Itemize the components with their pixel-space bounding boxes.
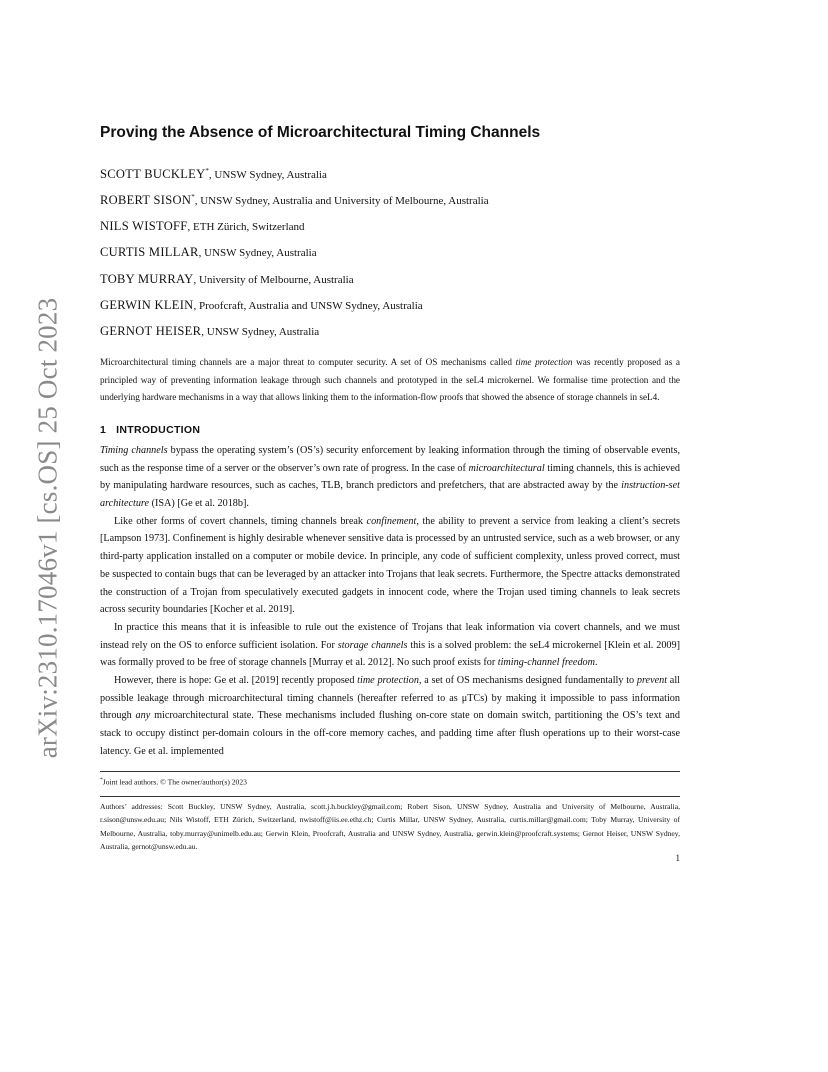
paragraph (100, 442, 680, 513)
text: this is a solved problem: the seL4 microkernel [Klein et al. 2009] was formally proved to be free of storage channels [Murray et al. 2012]. No such proof exists for (100, 639, 681, 669)
footnote-mark: * (100, 776, 103, 783)
abstract (100, 354, 680, 407)
abstract-emphasis: time protection (515, 357, 573, 368)
author-line (100, 212, 680, 238)
paper-title: Proving the Absence of Microarchitectural Timing Channels (100, 124, 541, 141)
emphasis: microarchitectural (468, 462, 545, 474)
emphasis: any (135, 710, 151, 722)
text: bypass the operating system’s (OS’s) security enforcement by leaking information through the timing of observable events, such as the response time of a server or the observer’s own rate of progress. In the case of (100, 444, 680, 474)
text: , the ability to prevent a service from leaking a client’s secrets [Lampson 1973]. Confinement is highly desirable whenever sensitive data is processed by an untrusted service, such as a web browser, or any third-party application installed on a computer or mobile device. In principle, any code of sufficient complexity, unless proved correct, must be suspected to contain bugs that can be leveraged by an attacker into Trojans that leak secrets. Furthermore, the Spectre attacks demonstrated the construction of a Trojan from speculatively executed gadgets in innocent code, where the Trojan used timing channels to leak secrets across security boundaries [Kocher et al. 2019]. (100, 515, 680, 616)
emphasis: Timing channels (100, 444, 168, 456)
author-name: CURTIS MILLAR (100, 245, 199, 260)
footnote-text: Joint lead authors. © The owner/author(s) 2023 (102, 777, 247, 787)
author-affiliation: , UNSW Sydney, Australia (198, 247, 317, 260)
section-title: INTRODUCTION (116, 423, 201, 436)
author-affiliation: , UNSW Sydney, Australia and University of Melbourne, Australia (194, 195, 489, 208)
emphasis: timing-channel freedom (497, 657, 595, 669)
author-line (100, 265, 680, 291)
text: all possible leakage through microarchitectural timing channels (hereafter referred to as μTCs) by making it impossible to pass information through (100, 675, 680, 722)
author-affiliation: , Proofcraft, Australia and UNSW Sydney, Australia (193, 299, 423, 312)
text: However, there is hope: Ge et al. [2019] recently proposed (114, 675, 358, 687)
text: In practice this means that it is infeasible to rule out the existence of Trojans that leak information via covert channels, and we must instead rely on the OS to enforce sufficient isolation. For (100, 621, 680, 651)
author-affiliation: , University of Melbourne, Australia (193, 273, 354, 286)
author-affiliation: , UNSW Sydney, Australia (208, 169, 327, 182)
author-line (100, 238, 680, 264)
paragraph (100, 619, 680, 672)
author-mark: * (191, 193, 195, 202)
author-affiliation: , UNSW Sydney, Australia (201, 326, 320, 339)
author-line (100, 186, 680, 212)
paragraph (100, 672, 680, 761)
text: microarchitectural state. These mechanisms included flushing on-core state on domain switch, partitioning the OS’s text and stack to occupy distinct per-domain colours in the off-core memory caches, and padding time after flush operations up to their worst-case latency. Ge et al. implemented (100, 710, 680, 757)
author-name: TOBY MURRAY (100, 271, 194, 286)
addresses-rule (100, 796, 680, 797)
abstract-text: Microarchitectural timing channels are a major threat to computer security. A set of OS mechanisms called (100, 357, 516, 368)
emphasis: confinement (366, 515, 417, 527)
author-addresses: Authors’ addresses: Scott Buckley, UNSW Sydney, Australia, scott.j.h.buckley@gmail.com; Robert Sison, UNSW Sydney, Australia and University of Melbourne, Australia, r.sison@unsw.edu.au; Nils Wistoff, ETH Zürich, Switzerland, nwistoff@iis.ee.ethz.ch; Curtis Millar, UNSW Sydney, Australia, curtis.millar@gmail.com; Toby Murray, University of Melbourne, Australia, toby.murray@unimelb.edu.au; Gerwin Klein, Proofcraft, Australia and UNSW Sydney, Australia, gerwin.klein@proofcraft.systems; Gernot Heiser, UNSW Sydney, Australia, gernot@unsw.edu.au. (100, 802, 680, 851)
text: Like other forms of covert channels, timing channels break (114, 515, 367, 527)
footnote-rule (100, 771, 680, 772)
section-heading (100, 424, 680, 436)
paragraph (100, 513, 680, 619)
section-number: 1 (100, 423, 107, 436)
text: (ISA) [Ge et al. 2018b]. (149, 497, 249, 509)
emphasis: instruction-set architecture (100, 480, 680, 509)
emphasis: time protection (357, 675, 419, 687)
body-text (100, 442, 680, 761)
text: , a set of OS mechanisms designed fundamentally to (418, 675, 637, 687)
author-line (100, 317, 680, 343)
author-name: ROBERT SISON (100, 193, 192, 208)
footnote (100, 774, 680, 789)
author-mark: * (205, 167, 209, 175)
abstract-text: was recently proposed as a principled way of preventing information leakage through such channels and prototyped in the seL4 microkernel. We formalise time protection and the underlying hardware mechanisms in a way that allows linking them to the information-flow proofs that showed the absence of storage channels in seL4. (100, 357, 680, 403)
author-name: SCOTT BUCKLEY (100, 167, 206, 182)
author-name: GERWIN KLEIN (100, 297, 194, 312)
author-list (100, 160, 680, 343)
emphasis: storage channels (337, 639, 408, 651)
text: timing channels, this is achieved by manipulating hardware resources, such as caches, TLB, branch predictors and prefetchers, that are abstracted away by the (100, 462, 680, 492)
page-number: 1 (675, 853, 680, 864)
author-affiliation: , ETH Zürich, Switzerland (187, 221, 305, 234)
text: . (595, 657, 598, 669)
page-content (100, 124, 681, 864)
author-name: NILS WISTOFF (100, 219, 188, 234)
emphasis: prevent (636, 675, 668, 687)
author-line (100, 160, 680, 186)
arxiv-margin-stamp: arXiv:2310.17046v1 [cs.OS] 25 Oct 2023 (32, 297, 63, 759)
author-line (100, 291, 680, 317)
author-name: GERNOT HEISER (100, 324, 202, 339)
